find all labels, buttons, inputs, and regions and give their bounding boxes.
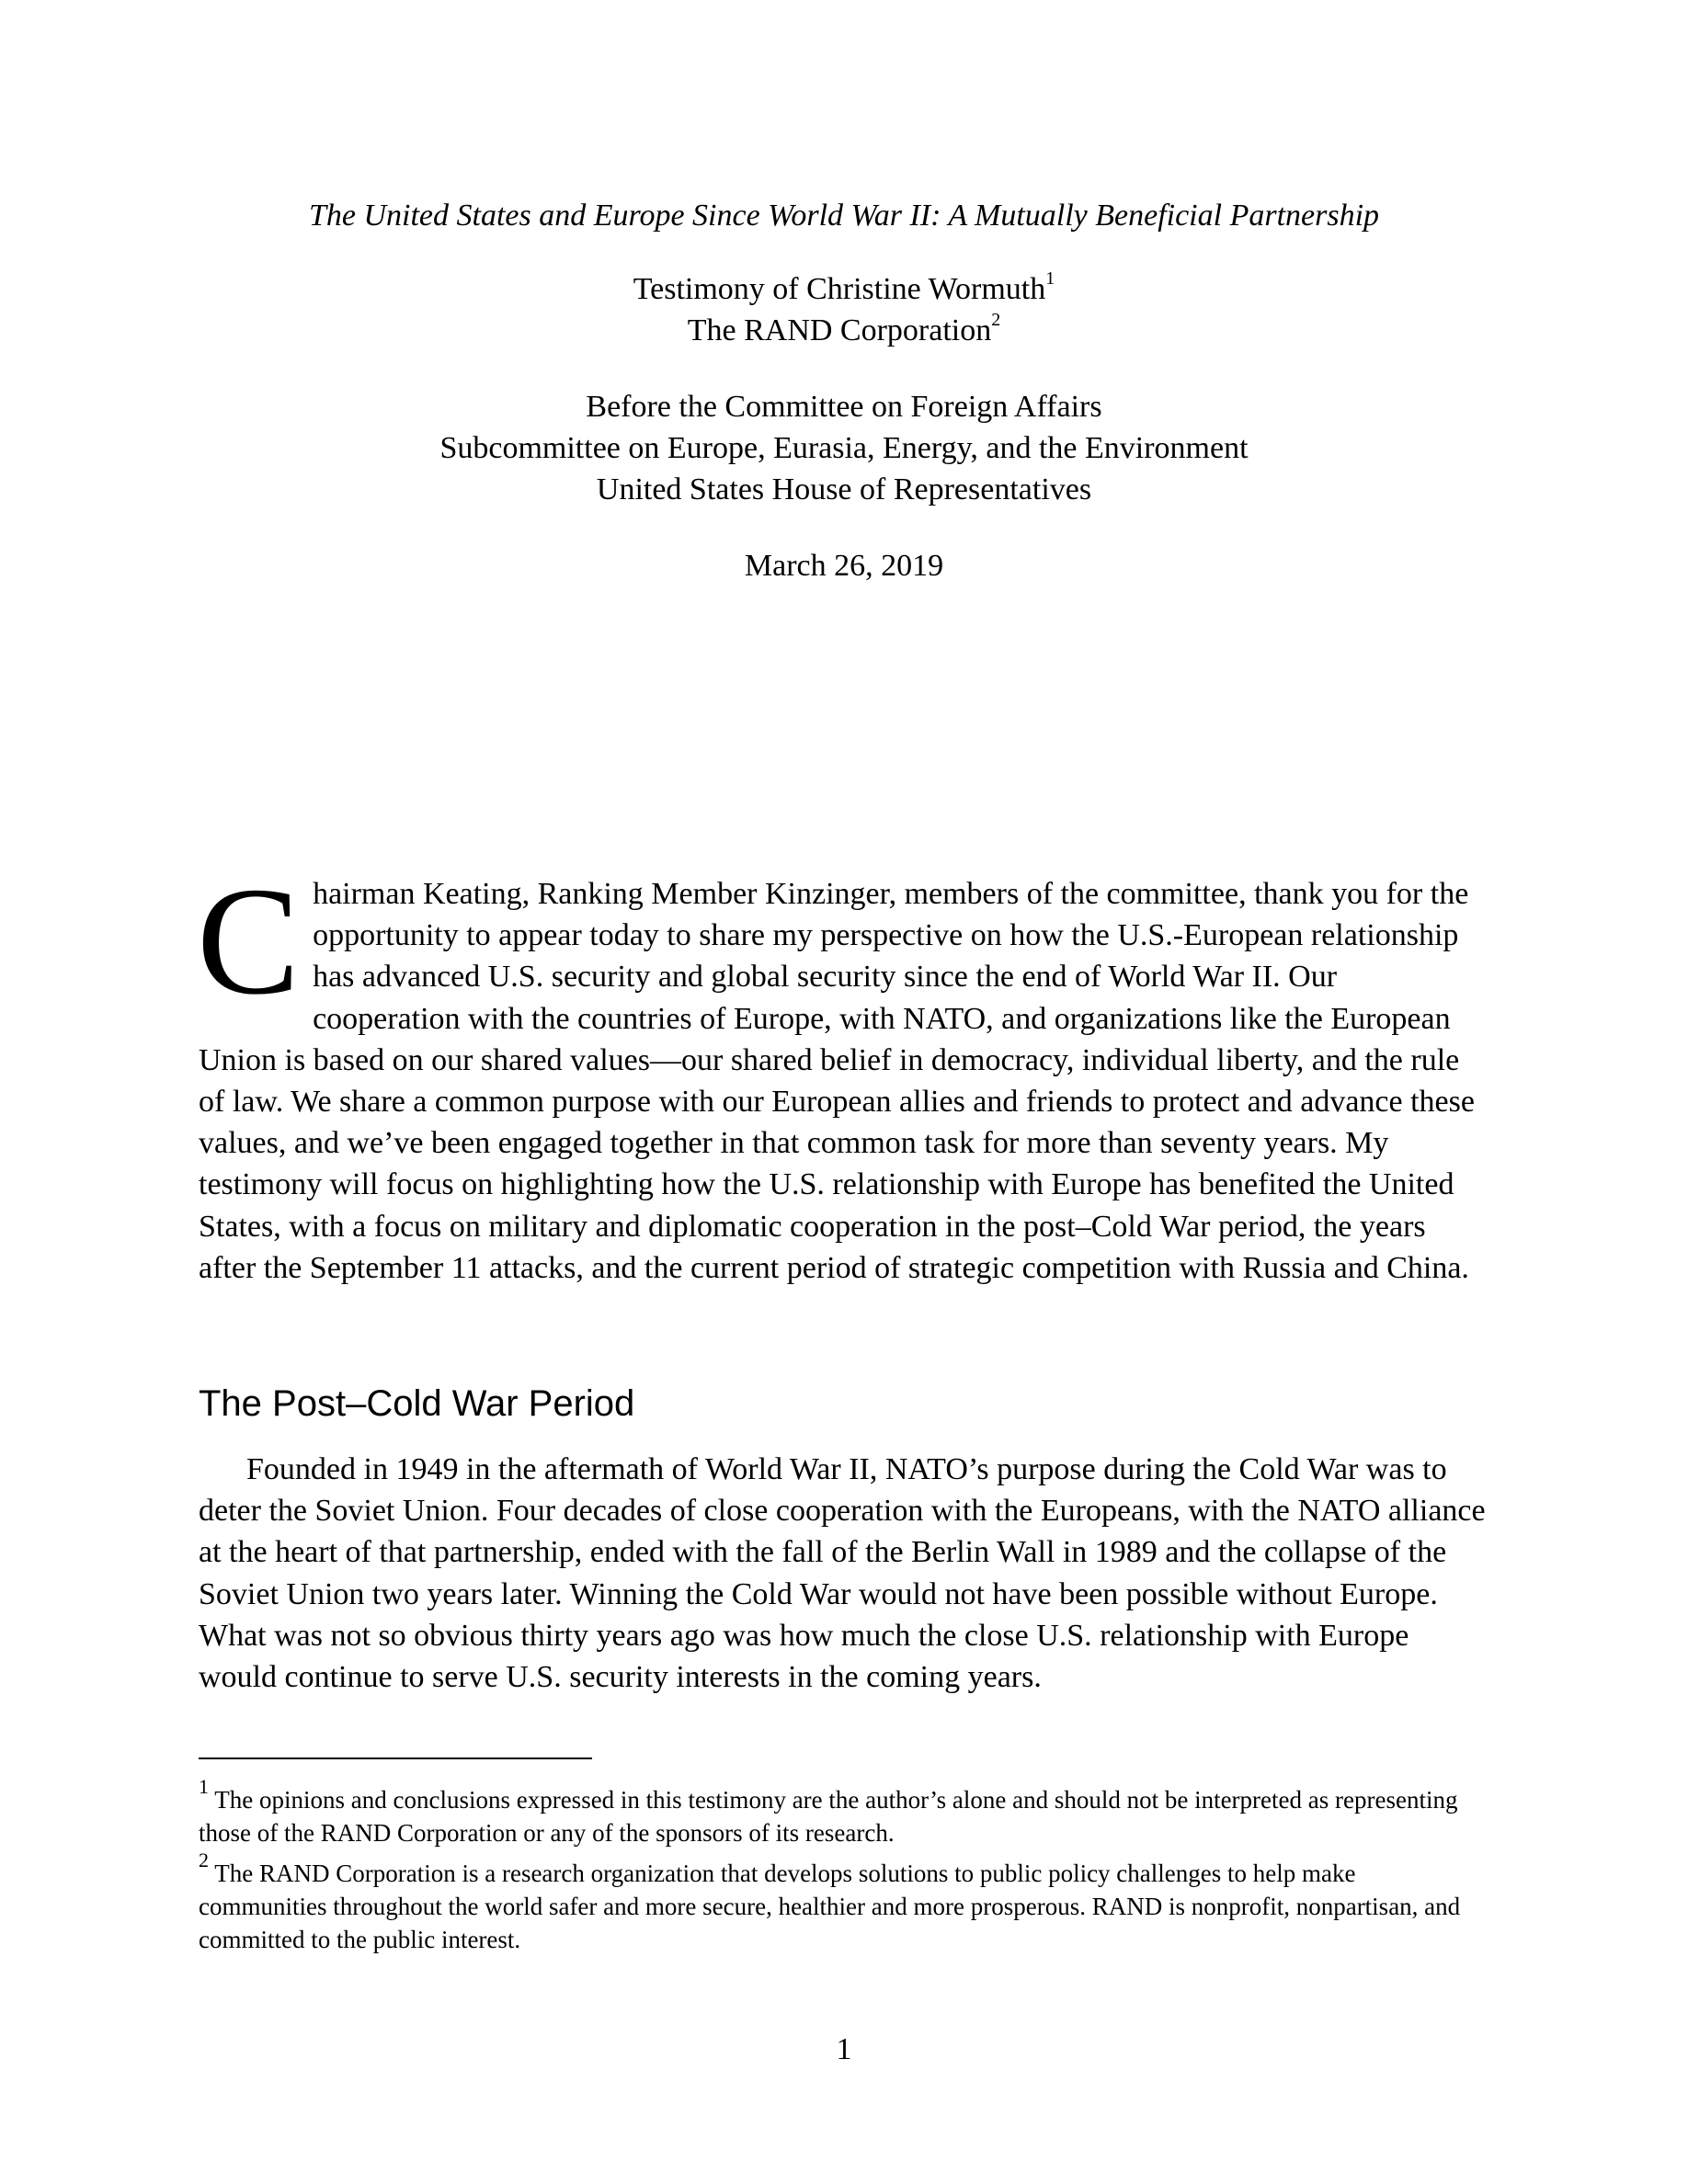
footnote-number: 1	[199, 1775, 209, 1798]
section-paragraph: Founded in 1949 in the aftermath of World War II, NATO’s purpose during the Cold War was to deter the Soviet Union. Four decades of close cooperation with the Europeans, with the NATO alliance at the heart of that partnership, ended with the fall of the Berlin Wall in 1989 and the collapse of the Soviet Union two years later. Winning the Cold War would not have been possible without Europe. What was not so obvious thirty years ago was how much the close U.S. relationship with Europe would continue to serve U.S. security interests in the coming years.	[199, 1452, 1486, 1695]
footnote-1	[199, 1775, 1486, 1849]
section-heading: The Post–Cold War Period	[199, 1383, 635, 1424]
intro-section	[197, 856, 1486, 1289]
intro-paragraph: hairman Keating, Ranking Member Kinzinger, members of the committee, thank you for the opportunity to appear today to share my perspective on how the U.S.-European relationship has advanced U.S. security and global security since the end of World War II. Our cooperation with the countries of Europe, with NATO, and organizations like the European Union is based on our shared values—our shared belief in democracy, individual liberty, and the rule of law. We share a common purpose with our European allies and friends to protect and advance these values, and we’ve been engaged together in that common task for more than seventy years. My testimony will focus on highlighting how the U.S. relationship with Europe has benefited the United States, with a focus on military and diplomatic cooperation in the post–Cold War period, the years after the September 11 attacks, and the current period of strategic competition with Russia and China.	[199, 877, 1475, 1285]
footnote-ref-2[interactable]: 2	[991, 309, 1001, 330]
subcommittee-line: Subcommittee on Europe, Eurasia, Energy, and the Environment	[439, 431, 1249, 465]
document-title: The United States and Europe Since World War II: A Mutually Beneficial Partnership	[308, 199, 1380, 233]
house-line: United States House of Representatives	[596, 472, 1092, 506]
footnote-text: The opinions and conclusions expressed in this testimony are the author’s alone and should not be interpreted as representing those of the RAND Corporation or any of the sponsors of its research.	[199, 1786, 1458, 1847]
title-block	[0, 195, 1688, 586]
page-number: 1	[836, 2032, 852, 2066]
testimony-line	[0, 268, 1688, 310]
footnote-separator	[199, 1757, 592, 1759]
testimony-date: March 26, 2019	[744, 549, 944, 583]
drop-cap: C	[197, 856, 301, 1027]
committee-line: Before the Committee on Foreign Affairs	[586, 390, 1102, 424]
footnote-number: 2	[199, 1848, 209, 1871]
post-cold-war-section	[199, 1449, 1486, 1698]
footnotes	[199, 1775, 1486, 1963]
footnote-text: The RAND Corporation is a research organization that develops solutions to public policy challenges to help make communities throughout the world safer and more secure, healthier and more prosperous. RAND is nonprofit, nonpartisan, and committed to the public interest.	[199, 1860, 1461, 1953]
organization-name: The RAND Corporation	[687, 313, 992, 347]
organization-line	[0, 310, 1688, 351]
footnote-ref-1[interactable]: 1	[1045, 267, 1055, 289]
footnote-2	[199, 1848, 1486, 1956]
witness-line: Testimony of Christine Wormuth	[633, 272, 1046, 306]
